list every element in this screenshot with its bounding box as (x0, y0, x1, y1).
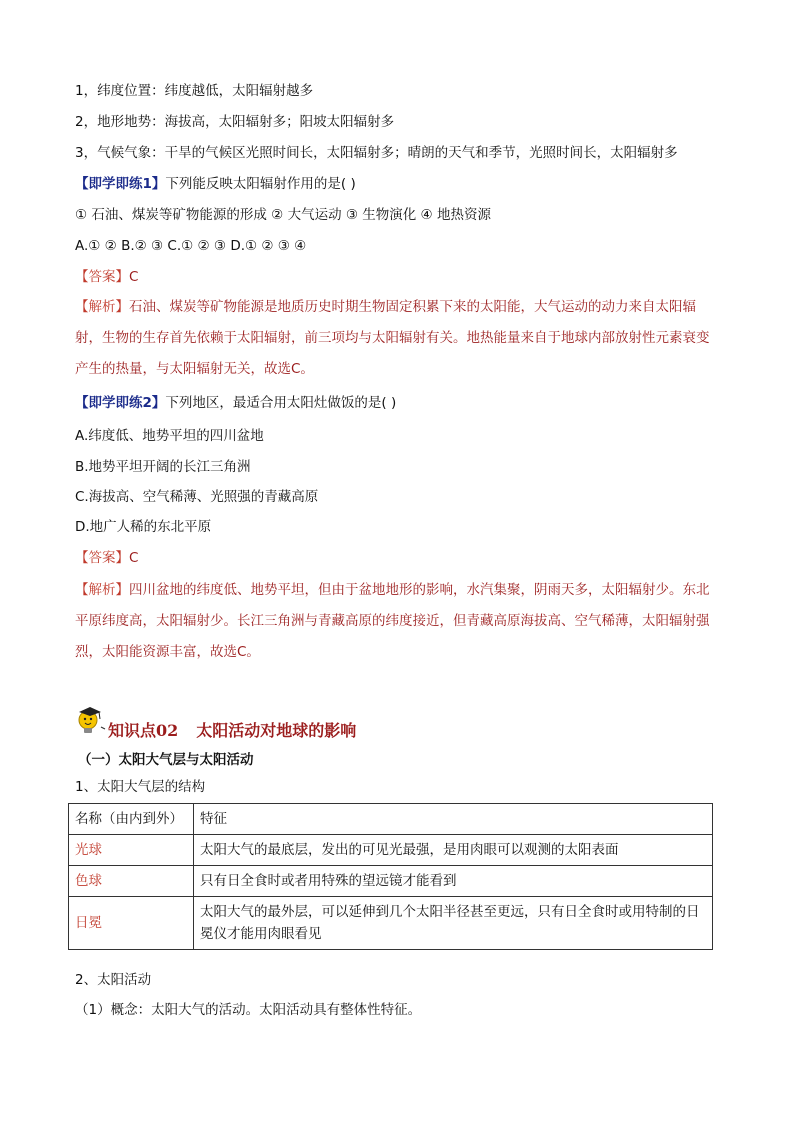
activity-concept: （1）概念：太阳大气的活动。太阳活动具有整体性特征。 (75, 1002, 422, 1018)
table-row (69, 866, 713, 897)
analysis-text: 石油、煤炭等矿物能源是地质历史时期生物固定积累下来的太阳能，大气运动的动力来自太阳辐射，生物的生存首先依赖于太阳辐射，前三项均与太阳辐射有关。地热能量来自于地球内部放射性元素衰变产生的热量，与太阳辐射无关，故选C。 (75, 299, 710, 377)
factor-climate: 3，气候气象：干旱的气候区光照时间长，太阳辐射多；晴朗的天气和季节，光照时间长，太阳辐射多 (75, 145, 678, 161)
table-header-feature: 特征 (194, 804, 713, 835)
answer-tag: 【答案】 (75, 550, 129, 566)
activity-label: 2、太阳活动 (75, 972, 152, 988)
layer-name: 光球 (69, 835, 194, 866)
layer-feature: 太阳大气的最外层，可以延伸到几个太阳半径甚至更远，只有日全食时或用特制的日冕仪才能用肉眼看见 (194, 897, 713, 950)
analysis-tag: 【解析】 (75, 582, 129, 598)
layer-name: 色球 (69, 866, 194, 897)
question-1 (75, 174, 714, 194)
sun-atmosphere-table (68, 803, 713, 950)
table-header-name: 名称（由内到外） (69, 804, 194, 835)
table-row (69, 897, 713, 950)
answer-value: C (129, 550, 139, 566)
section-heading (108, 718, 356, 741)
layer-name: 日冕 (69, 897, 194, 950)
option-c: C.海拔高、空气稀薄、光照强的青藏高原 (75, 489, 319, 505)
subheading: （一）太阳大气层与太阳活动 (78, 752, 254, 768)
factor-latitude: 1，纬度位置：纬度越低，太阳辐射越多 (75, 83, 314, 99)
question-2-answer (75, 548, 714, 568)
question-1-stem: 下列能反映太阳辐射作用的是( ) (165, 176, 356, 192)
question-1-answer (75, 267, 714, 287)
question-1-tag: 【即学即练1】 (75, 176, 166, 192)
analysis-text: 四川盆地的纬度低、地势平坦，但由于盆地地形的影响，水汽集聚，阴雨天多，太阳辐射少。东北平原纬度高，太阳辐射少。长江三角洲与青藏高原的纬度接近，但青藏高原海拔高、空气稀薄，太阳辐射强烈，太阳能资源丰富，故选C。 (75, 582, 710, 660)
lightbulb-icon (76, 703, 106, 737)
question-1-analysis (75, 292, 720, 385)
question-2-tag: 【即学即练2】 (75, 395, 166, 411)
section-number: 知识点02 (108, 721, 179, 740)
table-header-row (69, 804, 713, 835)
layer-feature: 太阳大气的最底层，发出的可见光最强，是用肉眼可以观测的太阳表面 (194, 835, 713, 866)
analysis-tag: 【解析】 (75, 299, 129, 315)
question-2-stem: 下列地区，最适合用太阳灶做饭的是( ) (165, 395, 397, 411)
option-a: A.纬度低、地势平坦的四川盆地 (75, 428, 264, 444)
question-1-items: ① 石油、煤炭等矿物能源的形成 ② 大气运动 ③ 生物演化 ④ 地热资源 (75, 207, 491, 223)
answer-tag: 【答案】 (75, 269, 129, 285)
answer-value: C (129, 269, 139, 285)
question-2 (75, 393, 714, 413)
structure-label: 1、太阳大气层的结构 (75, 779, 206, 795)
table-row (69, 835, 713, 866)
question-1-options: A.① ② B.② ③ C.① ② ③ D.① ② ③ ④ (75, 238, 307, 254)
layer-feature: 只有日全食时或者用特殊的望远镜才能看到 (194, 866, 713, 897)
factor-terrain: 2，地形地势：海拔高，太阳辐射多；阳坡太阳辐射多 (75, 114, 395, 130)
question-2-analysis (75, 575, 720, 668)
section-title: 太阳活动对地球的影响 (196, 721, 357, 740)
option-b: B.地势平坦开阔的长江三角洲 (75, 459, 251, 475)
option-d: D.地广人稀的东北平原 (75, 519, 212, 535)
